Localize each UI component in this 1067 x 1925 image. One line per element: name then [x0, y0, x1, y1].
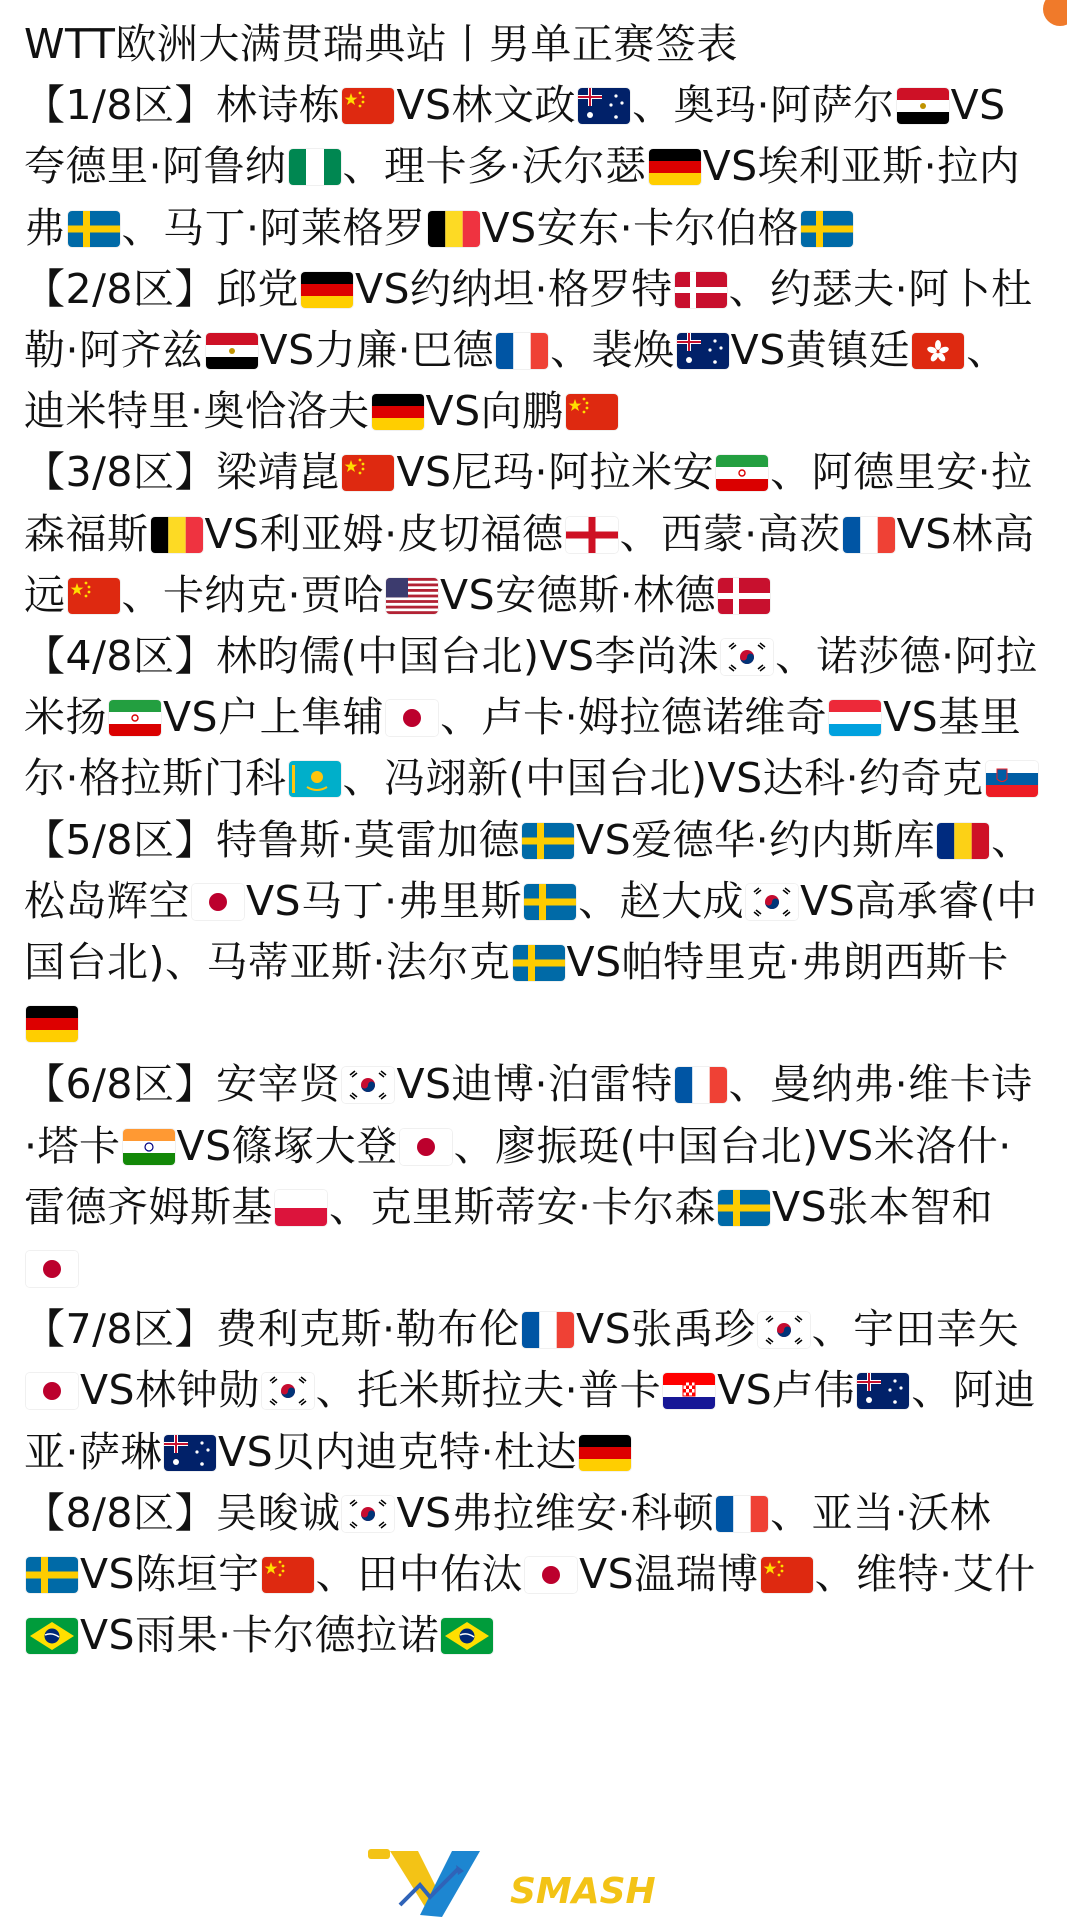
- matchup-text: 、约瑟夫·阿卜杜勒·阿齐兹: [24, 264, 1033, 375]
- matchup-text: 安宰贤: [215, 1060, 341, 1109]
- australia-flag-icon: [677, 333, 729, 369]
- south-korea-flag-icon: [342, 1067, 394, 1103]
- croatia-flag-icon: [663, 1373, 715, 1409]
- matchup-text: VS林文政: [396, 81, 577, 130]
- matchup-text: 、赵大成: [578, 876, 745, 925]
- matchup-text: 、马丁·阿莱格罗: [121, 203, 426, 252]
- japan-flag-icon: [26, 1373, 78, 1409]
- draw-section: [24, 442, 1044, 626]
- matchup-text: VS卢伟: [717, 1366, 856, 1415]
- matchup-text: 费利克斯·勒布伦: [215, 1305, 521, 1354]
- matchup-text: VS基里尔·格拉斯门科: [24, 693, 1022, 803]
- nigeria-flag-icon: [289, 149, 341, 185]
- belgium-flag-icon: [428, 211, 480, 247]
- matchup-text: 、奥玛·阿萨尔: [632, 81, 895, 130]
- matchup-text: VS安东·卡尔伯格: [481, 203, 800, 252]
- matchup-text: VS张本智和: [772, 1182, 994, 1231]
- matchup-text: 、亚当·沃林: [770, 1488, 992, 1537]
- sweden-flag-icon: [524, 884, 576, 920]
- matchup-text: 、理卡多·沃尔瑟: [342, 142, 647, 191]
- slovenia-flag-icon: [986, 761, 1038, 797]
- matchup-text: VS利亚姆·皮切福德: [204, 509, 564, 558]
- brazil-flag-icon: [26, 1618, 78, 1654]
- draw-label: 【3/8区】: [24, 448, 216, 497]
- matchup-text: VS埃利亚斯·拉内弗: [24, 142, 1021, 252]
- matchup-text: 林诗栋: [215, 81, 341, 130]
- matchup-text: 、宇田幸矢: [811, 1305, 1020, 1354]
- denmark-flag-icon: [675, 272, 727, 308]
- matchup-text: 、克里斯蒂安·卡尔森: [329, 1182, 717, 1231]
- england-flag-icon: [566, 517, 618, 553]
- sweden-flag-icon: [522, 823, 574, 859]
- draw-list: [24, 75, 1044, 1666]
- corner-badge-dot: [1043, 0, 1067, 26]
- denmark-flag-icon: [718, 578, 770, 614]
- egypt-flag-icon: [206, 333, 258, 369]
- belgium-flag-icon: [151, 517, 203, 553]
- matchup-text: VS雨果·卡尔德拉诺: [80, 1611, 440, 1660]
- draw-section: [24, 259, 1044, 443]
- matchup-text: 、廖振珽(中国台北)VS米洛什·雷德齐姆斯基: [24, 1121, 1012, 1231]
- south-korea-flag-icon: [746, 884, 798, 920]
- luxembourg-flag-icon: [829, 700, 881, 736]
- kazakhstan-flag-icon: [289, 761, 341, 797]
- matchup-text: 、松岛辉空: [24, 815, 1033, 925]
- matchup-text: VS尼玛·阿拉米安: [396, 448, 715, 497]
- matchup-text: 、冯翊新(中国台北)VS达科·约奇克: [342, 754, 984, 803]
- draw-label: 【2/8区】: [24, 264, 216, 313]
- matchup-text: VS力廉·巴德: [259, 326, 495, 375]
- watermark-text: SMASH: [510, 1871, 656, 1912]
- germany-flag-icon: [26, 1006, 78, 1042]
- draw-section: [24, 75, 1044, 259]
- romania-flag-icon: [937, 823, 989, 859]
- matchup-text: 、西蒙·高茨: [619, 509, 841, 558]
- germany-flag-icon: [372, 394, 424, 430]
- matchup-text: VS爱德华·约内斯库: [576, 815, 936, 864]
- china-flag-icon: [342, 88, 394, 124]
- japan-flag-icon: [192, 884, 244, 920]
- draw-label: 【6/8区】: [24, 1060, 216, 1109]
- post-title: WTT欧洲大满贯瑞典站丨男单正赛签表: [24, 20, 738, 68]
- matchup-text: 、托米斯拉夫·普卡: [315, 1366, 662, 1415]
- poland-flag-icon: [275, 1190, 327, 1226]
- south-korea-flag-icon: [262, 1373, 314, 1409]
- matchup-text: 、迪米特里·奥恰洛夫: [24, 326, 1008, 436]
- matchup-text: 邱党: [215, 264, 299, 313]
- matchup-text: VS夸德里·阿鲁纳: [24, 81, 1006, 191]
- sweden-flag-icon: [801, 211, 853, 247]
- australia-flag-icon: [857, 1373, 909, 1409]
- france-flag-icon: [716, 1496, 768, 1532]
- draw-section: [24, 1054, 1044, 1299]
- draw-section: [24, 1299, 1044, 1483]
- matchup-text: VS黄镇廷: [730, 326, 911, 375]
- matchup-text: VS林高远: [24, 509, 1035, 619]
- draw-section: [24, 1483, 1044, 1667]
- matchup-text: 、阿迪亚·萨琳: [24, 1366, 1036, 1476]
- usa-flag-icon: [386, 578, 438, 614]
- matchup-text: 、卢卡·姆拉德诺维奇: [440, 693, 828, 742]
- japan-flag-icon: [26, 1251, 78, 1287]
- matchup-text: VS温瑞博: [579, 1550, 759, 1599]
- matchup-text: 、田中佑汰: [315, 1550, 524, 1599]
- sweden-flag-icon: [718, 1190, 770, 1226]
- iran-flag-icon: [716, 455, 768, 491]
- matchup-text: VS张禹珍: [576, 1305, 756, 1354]
- germany-flag-icon: [301, 272, 353, 308]
- matchup-text: 特鲁斯·莫雷加德: [215, 815, 521, 864]
- matchup-text: 、曼纳弗·维卡诗·塔卡: [24, 1060, 1033, 1170]
- matchup-text: VS约纳坦·格罗特: [354, 264, 673, 313]
- iran-flag-icon: [109, 700, 161, 736]
- china-flag-icon: [761, 1557, 813, 1593]
- matchup-text: VS林钟勋: [80, 1366, 260, 1415]
- matchup-text: 、卡纳克·贾哈: [121, 570, 385, 619]
- brazil-flag-icon: [441, 1618, 493, 1654]
- matchup-text: VS安德斯·林德: [440, 570, 717, 619]
- south-korea-flag-icon: [721, 639, 773, 675]
- matchup-text: VS篠塚大登: [176, 1121, 398, 1170]
- australia-flag-icon: [578, 88, 630, 124]
- france-flag-icon: [675, 1067, 727, 1103]
- hong-kong-flag-icon: [912, 333, 964, 369]
- china-flag-icon: [566, 394, 618, 430]
- matchup-text: VS陈垣宇: [80, 1550, 260, 1599]
- sweden-flag-icon: [513, 945, 565, 981]
- japan-flag-icon: [386, 700, 438, 736]
- matchup-text: 吴晙诚: [215, 1488, 341, 1537]
- matchup-text: 梁靖崑: [215, 448, 341, 497]
- france-flag-icon: [522, 1312, 574, 1348]
- australia-flag-icon: [164, 1435, 216, 1471]
- matchup-text: VS马丁·弗里斯: [246, 876, 523, 925]
- sweden-flag-icon: [26, 1557, 78, 1593]
- india-flag-icon: [123, 1129, 175, 1165]
- draw-label: 【8/8区】: [24, 1488, 216, 1537]
- matchup-text: 、阿德里安·拉森福斯: [24, 448, 1033, 558]
- matchup-text: VS向鹏: [425, 387, 564, 436]
- france-flag-icon: [496, 333, 548, 369]
- matchup-text: 、裴焕: [550, 326, 675, 375]
- matchup-text: VS户上隼辅: [163, 693, 385, 742]
- japan-flag-icon: [400, 1129, 452, 1165]
- draw-label: 【5/8区】: [24, 815, 216, 864]
- draw-section: [24, 626, 1044, 810]
- smash-logo-icon: [360, 1845, 700, 1925]
- germany-flag-icon: [649, 149, 701, 185]
- south-korea-flag-icon: [342, 1496, 394, 1532]
- matchup-text: VS弗拉维安·科顿: [396, 1488, 715, 1537]
- china-flag-icon: [68, 578, 120, 614]
- draw-label: 【1/8区】: [24, 81, 216, 130]
- draw-section: [24, 810, 1044, 1055]
- china-flag-icon: [342, 455, 394, 491]
- matchup-text: 、诺莎德·阿拉米扬: [24, 632, 1038, 742]
- matchup-text: VS帕特里克·弗朗西斯卡: [566, 938, 1009, 987]
- sweden-flag-icon: [68, 211, 120, 247]
- matchup-text: VS迪博·泊雷特: [396, 1060, 673, 1109]
- matchup-text: VS高承睿(中国台北)、马蒂亚斯·法尔克: [24, 876, 1038, 987]
- france-flag-icon: [843, 517, 895, 553]
- japan-flag-icon: [525, 1557, 577, 1593]
- matchup-text: 、维特·艾什: [814, 1550, 1036, 1599]
- draw-label: 【7/8区】: [24, 1305, 216, 1354]
- germany-flag-icon: [579, 1435, 631, 1471]
- post-body: [24, 14, 1044, 1666]
- matchup-text: VS贝内迪克特·杜达: [218, 1427, 578, 1476]
- china-flag-icon: [262, 1557, 314, 1593]
- matchup-text: 林昀儒(中国台北)VS李尚洙: [215, 632, 720, 681]
- draw-label: 【4/8区】: [24, 632, 216, 681]
- egypt-flag-icon: [897, 88, 949, 124]
- south-korea-flag-icon: [758, 1312, 810, 1348]
